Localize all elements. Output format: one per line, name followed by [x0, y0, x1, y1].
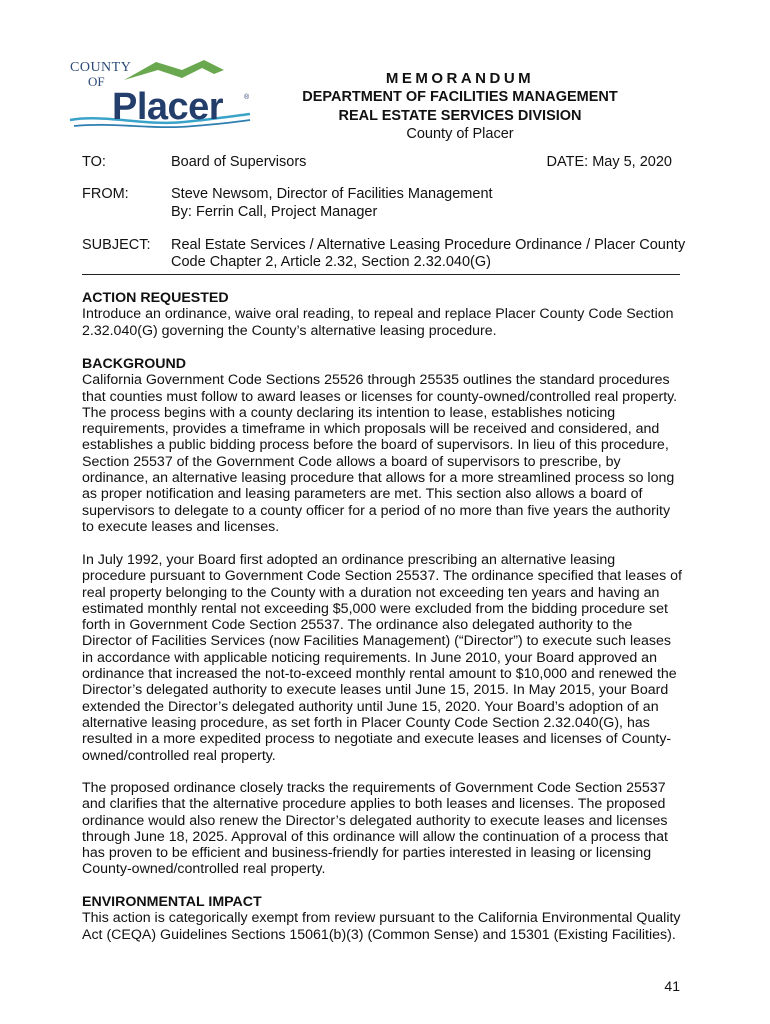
- background-paragraph-3-block: [82, 780, 682, 878]
- logo-county-text: COUNTY: [70, 60, 132, 75]
- to-label: TO:: [82, 154, 106, 170]
- registered-mark: ®: [244, 94, 250, 101]
- environmental-impact-heading: ENVIRONMENTAL IMPACT: [82, 894, 262, 910]
- background-section: [82, 356, 682, 535]
- background-paragraph-2: In July 1992, your Board first adopted an ordinance prescribing an alternative leasing procedure pursuant to Government Code Section 25537. The ordinance specified that leases of real property belonging to the County with a duration not exceeding ten years and having an estimated monthly rental not exceeding $5,000 were excluded from the bidding procedure set forth in Government Code Section 25537. The ordinance also delegated authority to the Director of Facilities Services (now Facilities Management) (“Director”) to execute such leases in accordance with applicable noticing requirements. In June 2010, your Board approved an ordinance that increased the not-to-exceed monthly rental amount to $10,000 and renewed the Director’s delegated authority to execute leases until June 15, 2015. In May 2015, your Board extended the Director’s delegated authority until June 15, 2020. Your Board’s adoption of an alternative leasing procedure, as set forth in Placer County Code Section 2.32.040(G), has resulted in a more expedited process to negotiate and execute leases and licenses of County-owned/controlled real property.: [82, 552, 682, 764]
- from-line-1: Steve Newsom, Director of Facilities Management: [171, 186, 493, 202]
- department-title: DEPARTMENT OF FACILITIES MANAGEMENT: [302, 89, 618, 105]
- from-line-2: By: Ferrin Call, Project Manager: [171, 204, 378, 220]
- subject-line-1: Real Estate Services / Alternative Leasing Procedure Ordinance / Placer County: [171, 237, 686, 253]
- background-paragraph-3: The proposed ordinance closely tracks the requirements of Government Code Section 25537 and clarifies that the alternative procedure applies to both leases and licenses. The proposed ordinance would also renew the Director’s delegated authority to execute leases and licenses through June 18, 2025. Approval of this ordinance will allow the continuation of a process that has proven to be efficient and business-friendly for parties interested in leasing or licensing County-owned/controlled real property.: [82, 780, 669, 878]
- to-value: Board of Supervisors: [171, 154, 307, 170]
- background-paragraph-1: California Government Code Sections 25526 through 25535 outlines the standard procedures that counties must follow to award leases or licenses for county-owned/controlled real property. The process begins with a county declaring its intention to lease, establishes noticing requirements, provides a timeframe in which proposals will be received and considered, and establishes a public bidding process before the board of supervisors. In lieu of this procedure, Section 25537 of the Government Code allows a board of supervisors to prescribe, by ordinance, an alternative leasing procedure that allows for a more streamlined process so long as proper notification and leasing parameters are met. This section also allows a board of supervisors to delegate to a county officer for a period of no more than five years the authority to execute leases and licenses.: [82, 372, 678, 535]
- subject-line-2: Code Chapter 2, Article 2.32, Section 2.32.040(G): [171, 254, 491, 270]
- memo-date: DATE: May 5, 2020: [546, 154, 672, 170]
- subject-label: SUBJECT:: [82, 237, 151, 253]
- logo-of-text: OF: [88, 74, 105, 89]
- county-name: County of Placer: [406, 126, 514, 142]
- background-paragraph-2-block: [82, 552, 682, 764]
- background-heading: BACKGROUND: [82, 356, 187, 372]
- environmental-impact-section: [82, 894, 682, 943]
- action-requested-text: Introduce an ordinance, waive oral reading, to repeal and replace Placer County Code Section 2.32.040(G) governing the County’s alternative leasing procedure.: [82, 306, 674, 339]
- action-requested-section: [82, 290, 682, 339]
- division-title: REAL ESTATE SERVICES DIVISION: [338, 108, 582, 124]
- action-requested-heading: ACTION REQUESTED: [82, 290, 229, 306]
- memo-title: MEMORANDUM: [385, 70, 535, 87]
- from-label: FROM:: [82, 186, 129, 202]
- environmental-impact-text: This action is categorically exempt from review pursuant to the California Environmental Quality Act (CEQA) Guidelines Sections 15061(b)(3) (Common Sense) and 15301 (Existing Facilities).: [82, 910, 681, 943]
- header-divider: [82, 274, 680, 275]
- page-number: 41: [664, 978, 680, 994]
- logo-placer-text: Placer: [112, 86, 224, 128]
- county-logo: [64, 56, 256, 134]
